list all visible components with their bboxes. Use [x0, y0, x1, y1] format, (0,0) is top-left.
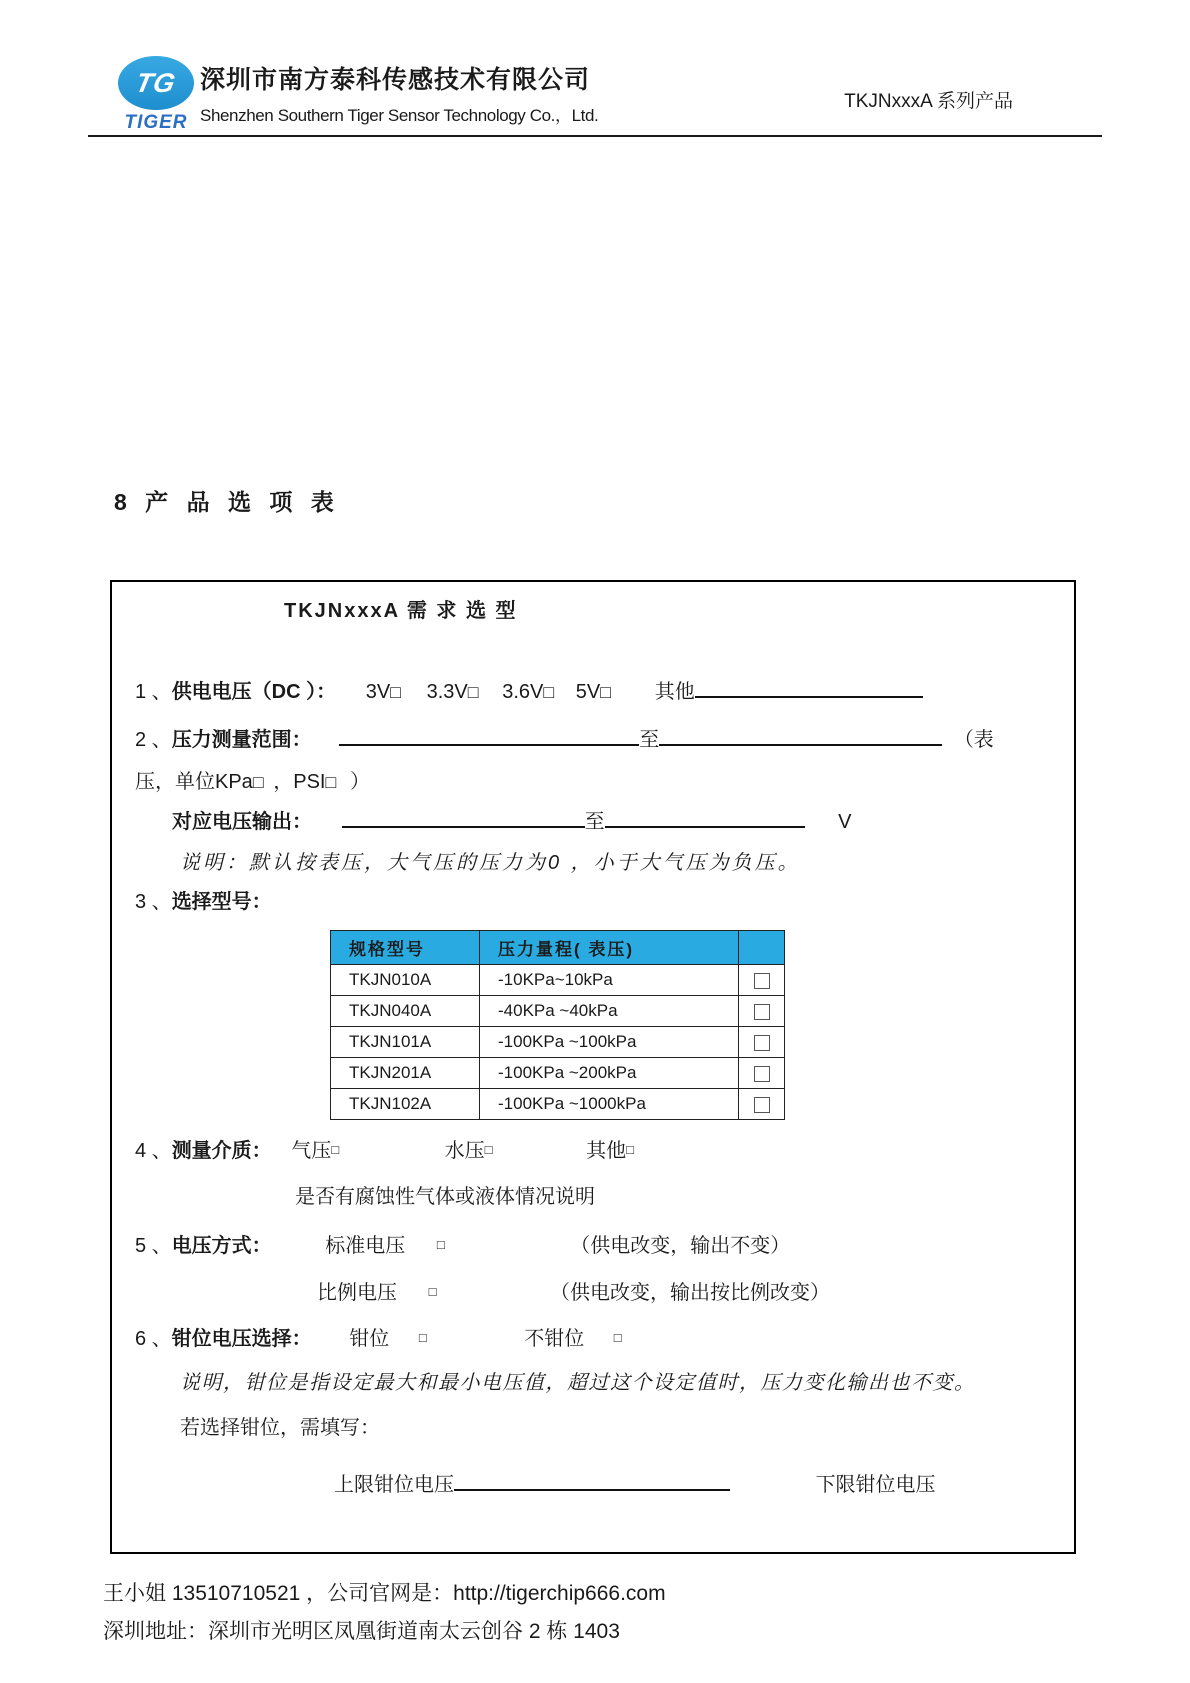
logo-tg-monogram: TG	[133, 67, 180, 98]
upper-clamp-blank[interactable]	[454, 1474, 730, 1491]
item4-medium	[135, 1135, 634, 1166]
lower-clamp-label: 下限钳位电压	[815, 1474, 936, 1496]
option-5v-checkbox[interactable]: 5V□	[575, 681, 612, 703]
item6-prefix: 6 、	[135, 1328, 172, 1350]
checkbox-icon: □	[626, 1142, 634, 1157]
model-checkbox[interactable]	[754, 1066, 770, 1082]
item5-voltage-mode	[135, 1230, 790, 1261]
checkbox-icon: □	[252, 772, 264, 792]
output-to-blank[interactable]	[605, 811, 805, 828]
table-row	[331, 1058, 785, 1089]
model-checkbox[interactable]	[754, 1097, 770, 1113]
item2-range-to-blank[interactable]	[659, 729, 942, 746]
item5-prefix: 5 、	[135, 1235, 172, 1257]
checkbox-icon: □	[390, 682, 402, 702]
table-row	[331, 1089, 785, 1120]
output-voltage-row	[172, 807, 851, 837]
selection-form-box	[110, 580, 1076, 1554]
output-from-blank[interactable]	[342, 811, 585, 828]
item3-label: 选择型号：	[171, 891, 272, 913]
checkbox-icon: □	[325, 772, 337, 792]
no-clamp-checkbox[interactable]: □	[613, 1330, 622, 1345]
output-unit: V	[838, 811, 852, 833]
item2-pressure-range	[135, 725, 994, 755]
item6-clamp-select	[135, 1323, 622, 1354]
section-title: 8 产 品 选 项 表	[114, 489, 340, 515]
form-title: TKJNxxxA 需 求 选 型	[284, 600, 518, 622]
item2-units-line	[135, 767, 370, 797]
option-standard-voltage: 标准电压	[325, 1235, 406, 1257]
col-header-range: 压力量程( 表压)	[480, 931, 739, 965]
item2-unit-psi[interactable]: ，PSI□	[273, 771, 337, 793]
range-cell: -100KPa ~200kPa	[480, 1058, 739, 1089]
output-label: 对应电压输出：	[172, 811, 312, 833]
upper-clamp-label: 上限钳位电压	[334, 1474, 454, 1496]
item3-prefix: 3 、	[135, 891, 172, 913]
item2-to-label: 至	[639, 729, 660, 751]
model-table-header-row	[331, 931, 785, 965]
range-cell: -40KPa ~40kPa	[480, 996, 739, 1027]
footer	[103, 1575, 666, 1651]
option-no-clamp: 不钳位	[524, 1328, 585, 1350]
standard-voltage-checkbox[interactable]: □	[436, 1237, 445, 1252]
model-checkbox[interactable]	[754, 1004, 770, 1020]
clamp-limits-row	[334, 1470, 936, 1500]
range-cell: -100KPa ~100kPa	[480, 1027, 739, 1058]
option-proportional-voltage: 比例电压	[317, 1282, 397, 1304]
series-label: TKJNxxxA 系列产品	[844, 91, 1013, 112]
option-3v-checkbox[interactable]: 3V□	[365, 681, 402, 703]
option-air-checkbox[interactable]: 气压□	[291, 1140, 340, 1162]
item5-label: 电压方式：	[171, 1235, 272, 1257]
header-divider	[88, 135, 1102, 137]
model-cell: TKJN010A	[331, 965, 480, 996]
table-row	[331, 965, 785, 996]
item4-label: 测量介质：	[171, 1140, 272, 1162]
item1-other-label: 其他	[654, 681, 695, 703]
item2-close-paren: ）	[349, 771, 370, 793]
gauge-note: 说明：默认按表压，大气压的压力为0 ，小于大气压为负压。	[180, 852, 801, 874]
option-clamp: 钳位	[349, 1328, 390, 1350]
model-cell: TKJN040A	[331, 996, 480, 1027]
checkbox-icon: □	[484, 1142, 493, 1157]
item1-label: 供电电压（DC ）：	[171, 681, 337, 703]
col-header-model: 规格型号	[331, 931, 480, 965]
range-cell: -10KPa~10kPa	[480, 965, 739, 996]
checkbox-icon: □	[467, 682, 479, 702]
clamp-checkbox[interactable]: □	[418, 1330, 427, 1345]
logo-ellipse-icon	[118, 56, 194, 110]
proportional-voltage-checkbox[interactable]: □	[428, 1284, 437, 1299]
table-row	[331, 1027, 785, 1058]
item2-label: 压力测量范围：	[171, 729, 312, 751]
item4-prefix: 4 、	[135, 1140, 172, 1162]
checkbox-icon: □	[543, 682, 555, 702]
table-row	[331, 996, 785, 1027]
model-cell: TKJN101A	[331, 1027, 480, 1058]
model-cell: TKJN201A	[331, 1058, 480, 1089]
item1-supply-voltage	[135, 677, 923, 707]
model-table	[330, 930, 785, 1120]
proportional-voltage-note: （供电改变，输出按比例改变）	[549, 1282, 830, 1304]
item5-proportional-row	[317, 1277, 830, 1308]
item1-other-blank[interactable]	[695, 681, 923, 698]
company-name-cn: 深圳市南方泰科传感技术有限公司	[200, 66, 591, 94]
output-to-label: 至	[584, 811, 605, 833]
checkbox-icon: □	[600, 682, 612, 702]
item1-prefix: 1 、	[135, 681, 172, 703]
option-3v6-checkbox[interactable]: 3.6V□	[502, 681, 555, 703]
item3-model-select	[135, 887, 272, 917]
option-other-medium-checkbox[interactable]: 其他□	[586, 1140, 634, 1162]
range-cell: -100KPa ~1000kPa	[480, 1089, 739, 1120]
standard-voltage-note: （供电改变，输出不变）	[570, 1235, 791, 1257]
option-3v3-checkbox[interactable]: 3.3V□	[426, 681, 479, 703]
item2-range-from-blank[interactable]	[339, 729, 639, 746]
model-checkbox[interactable]	[754, 1035, 770, 1051]
company-name-en: Shenzhen Southern Tiger Sensor Technology Co.，Ltd.	[200, 106, 599, 125]
company-logo	[118, 56, 194, 134]
clamp-fill-hint: 若选择钳位，需填写：	[180, 1417, 380, 1439]
item4-corrosive-note: 是否有腐蚀性气体或液体情况说明	[295, 1186, 595, 1208]
col-header-select	[739, 931, 785, 965]
item2-prefix: 2 、	[135, 729, 172, 751]
option-water-checkbox[interactable]: 水压□	[444, 1140, 493, 1162]
clamp-note: 说明，钳位是指设定最大和最小电压值，超过这个设定值时，压力变化输出也不变。	[180, 1372, 976, 1394]
item2-unit-kpa[interactable]: 压，单位KPa□	[135, 771, 264, 793]
logo-wordmark: TIGER	[124, 112, 188, 133]
footer-contact: 王小姐 13510710521 ，公司官网是：http://tigerchip666.com	[103, 1582, 666, 1605]
checkbox-icon: □	[331, 1142, 340, 1157]
model-checkbox[interactable]	[754, 973, 770, 989]
item2-tail: （表	[953, 729, 994, 751]
footer-address: 深圳地址：深圳市光明区凤凰街道南太云创谷 2 栋 1403	[103, 1620, 620, 1643]
model-cell: TKJN102A	[331, 1089, 480, 1120]
item6-label: 钳位电压选择：	[171, 1328, 312, 1350]
